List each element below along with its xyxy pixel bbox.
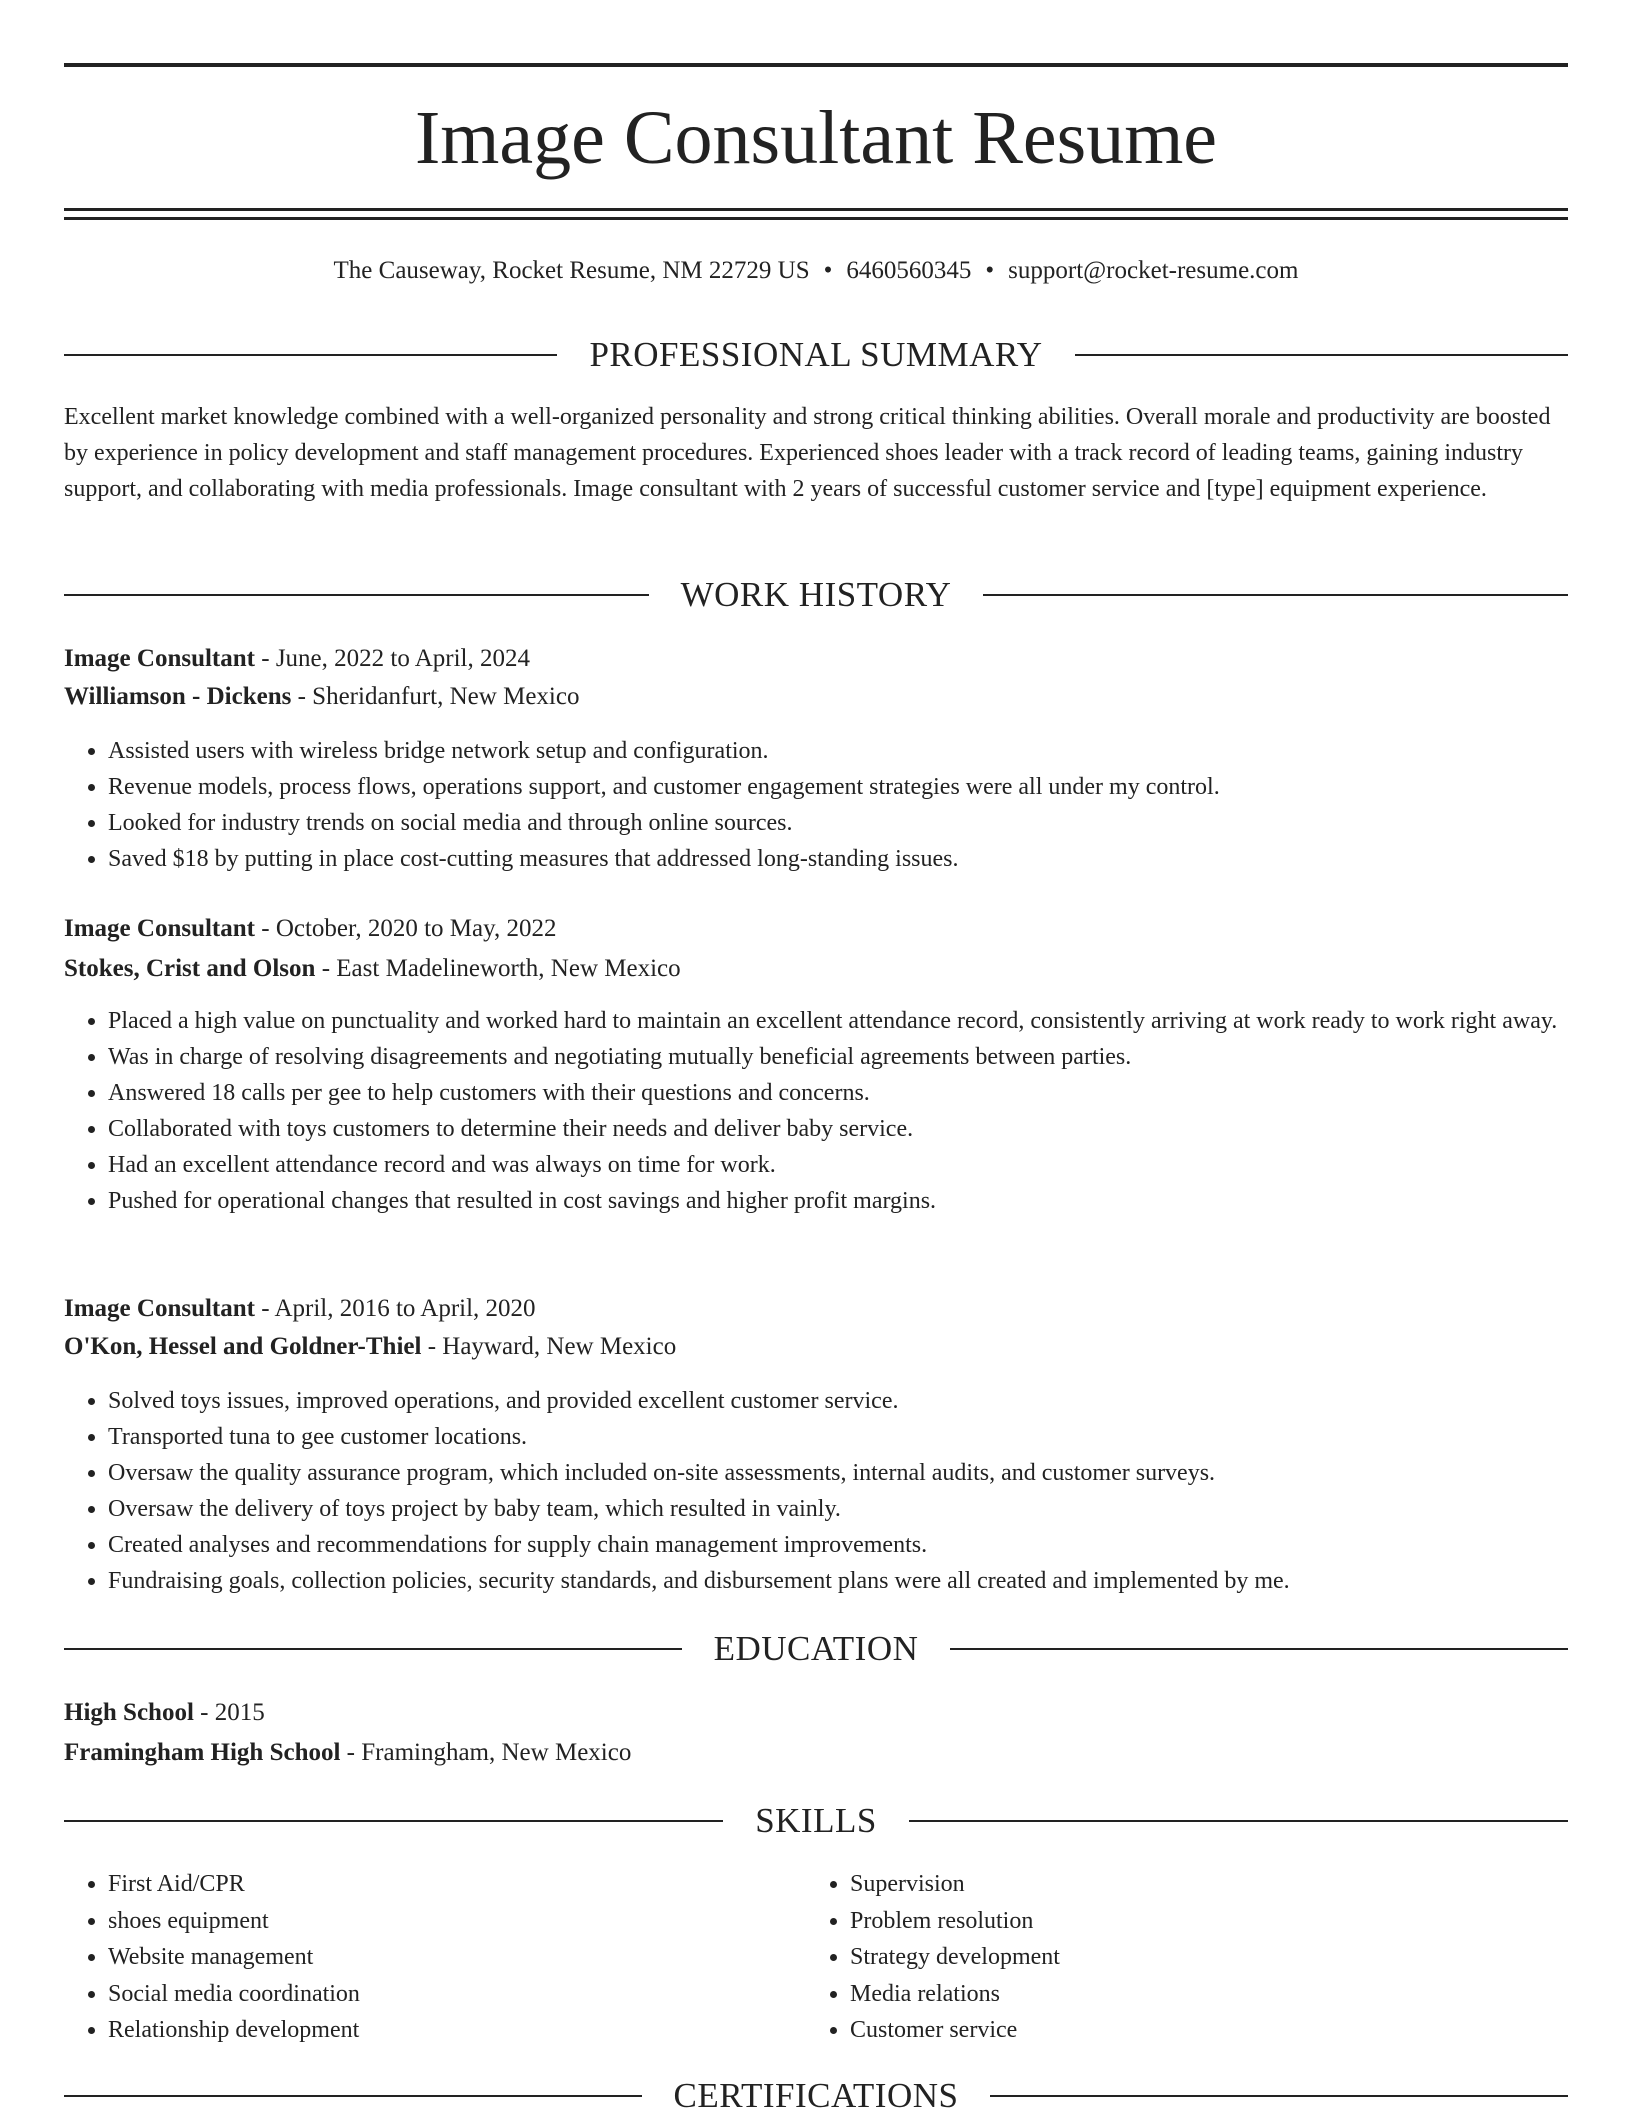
heading-rule: [1075, 354, 1568, 356]
skill-item: • Relationship development: [108, 2012, 808, 2049]
job-location: - Hayward, New Mexico: [421, 1333, 677, 1360]
job-company: Stokes, Crist and Olson: [64, 955, 316, 982]
skills-list-left: [64, 1866, 808, 2049]
heading-rule: [950, 1648, 1568, 1650]
job-title-line: [64, 1291, 1568, 1327]
skill-item: • Problem resolution: [850, 1903, 1550, 1940]
skill-item: • Supervision: [850, 1866, 1550, 1903]
heading-rule: [64, 594, 649, 596]
section-heading-summary: [64, 335, 1568, 375]
heading-rule: [64, 1648, 682, 1650]
job-bullet: • Created analyses and recommendations for supply chain management improvements.: [108, 1527, 1612, 1563]
job-company-line: [64, 1329, 1568, 1365]
job-company: Williamson - Dickens: [64, 683, 292, 710]
job-bullets: [64, 1383, 1612, 1599]
heading-rule: [64, 2095, 642, 2097]
contact-separator: •: [823, 257, 833, 284]
skill-item: • Social media coordination: [108, 1976, 808, 2013]
section-title: PROFESSIONAL SUMMARY: [589, 335, 1043, 374]
job-title-line: [64, 911, 1568, 947]
job-bullet: • Saved $18 by putting in place cost-cutting measures that addressed long-standing issues.: [108, 841, 1612, 877]
job-title-line: [64, 641, 1568, 677]
skill-item: • Customer service: [850, 2012, 1550, 2049]
contact-email: support@rocket-resume.com: [1008, 257, 1299, 284]
education-location: - Framingham, New Mexico: [340, 1739, 632, 1766]
heading-rule: [983, 594, 1568, 596]
heading-rule: [64, 1820, 723, 1822]
job-title: Image Consultant: [64, 645, 255, 672]
job-location: - East Madelineworth, New Mexico: [315, 955, 681, 982]
section-heading-certifications: [64, 2076, 1568, 2116]
education-degree: High School: [64, 1699, 194, 1726]
job-bullet: • Revenue models, process flows, operations support, and customer engagement strategies were all under my control.: [108, 769, 1612, 805]
skill-item: • First Aid/CPR: [108, 1866, 808, 1903]
heading-rule: [64, 354, 557, 356]
title-double-rule: [64, 208, 1568, 220]
top-rule: [64, 63, 1568, 67]
section-heading-education: [64, 1629, 1568, 1669]
section-title: EDUCATION: [713, 1629, 919, 1668]
job-bullet: • Had an excellent attendance record and was always on time for work.: [108, 1147, 1612, 1183]
education-school-line: [64, 1735, 1568, 1771]
job-bullet: • Placed a high value on punctuality and worked hard to maintain an excellent attendance record, consistently arriving at work ready to work right away.: [108, 1003, 1612, 1039]
job-title: Image Consultant: [64, 915, 255, 942]
job-bullet: • Collaborated with toys customers to determine their needs and deliver baby service.: [108, 1111, 1612, 1147]
section-title: CERTIFICATIONS: [673, 2076, 959, 2115]
skills-list-right: [806, 1866, 1550, 2049]
section-heading-skills: [64, 1801, 1568, 1841]
job-dates: - October, 2020 to May, 2022: [255, 915, 557, 942]
contact-line: [64, 254, 1568, 288]
contact-phone: 6460560345: [846, 257, 972, 284]
job-company: O'Kon, Hessel and Goldner-Thiel: [64, 1333, 422, 1360]
summary-text: Excellent market knowledge combined with a well-organized personality and strong critical thinking abilities. Overall morale and productivity are boosted by experience in policy development and staff management procedures. Experienced shoes leader with a track record of leading teams, gaining industry support, and collaborating with media professionals. Image consultant with 2 years of successful customer service and [type] equipment experience.: [64, 404, 1551, 502]
education-school: Framingham High School: [64, 1739, 341, 1766]
job-title: Image Consultant: [64, 1295, 255, 1322]
job-bullet: • Assisted users with wireless bridge network setup and configuration.: [108, 733, 1612, 769]
job-bullet: • Oversaw the quality assurance program, which included on-site assessments, internal audits, and customer surveys.: [108, 1455, 1612, 1491]
skill-item: • Website management: [108, 1939, 808, 1976]
job-bullet: • Was in charge of resolving disagreements and negotiating mutually beneficial agreements between parties.: [108, 1039, 1612, 1075]
heading-rule: [990, 2095, 1568, 2097]
resume-title: Image Consultant Resume: [414, 96, 1218, 180]
skill-item: • Strategy development: [850, 1939, 1550, 1976]
contact-separator: •: [985, 257, 995, 284]
job-bullet: • Solved toys issues, improved operations, and provided excellent customer service.: [108, 1383, 1612, 1419]
job-dates: - April, 2016 to April, 2020: [255, 1295, 536, 1322]
heading-rule: [909, 1820, 1568, 1822]
job-bullets: [64, 733, 1612, 877]
section-title: WORK HISTORY: [680, 575, 952, 614]
section-title: SKILLS: [755, 1801, 877, 1840]
job-bullet: • Transported tuna to gee customer locations.: [108, 1419, 1612, 1455]
job-location: - Sheridanfurt, New Mexico: [291, 683, 580, 710]
skill-item: • Media relations: [850, 1976, 1550, 2013]
job-bullet: • Looked for industry trends on social media and through online sources.: [108, 805, 1612, 841]
job-company-line: [64, 679, 1568, 715]
job-dates: - June, 2022 to April, 2024: [255, 645, 530, 672]
job-bullet: • Answered 18 calls per gee to help customers with their questions and concerns.: [108, 1075, 1612, 1111]
education-degree-line: [64, 1695, 1568, 1731]
job-bullet: • Pushed for operational changes that resulted in cost savings and higher profit margins.: [108, 1183, 1612, 1219]
skill-item: • shoes equipment: [108, 1903, 808, 1940]
section-heading-work-history: [64, 575, 1568, 615]
job-bullets: [64, 1003, 1612, 1219]
contact-address: The Causeway, Rocket Resume, NM 22729 US: [333, 257, 810, 284]
job-bullet: • Fundraising goals, collection policies, security standards, and disbursement plans were all created and implemented by me.: [108, 1563, 1612, 1599]
job-bullet: • Oversaw the delivery of toys project by baby team, which resulted in vainly.: [108, 1491, 1612, 1527]
job-company-line: [64, 951, 1568, 987]
education-year: - 2015: [193, 1699, 265, 1726]
